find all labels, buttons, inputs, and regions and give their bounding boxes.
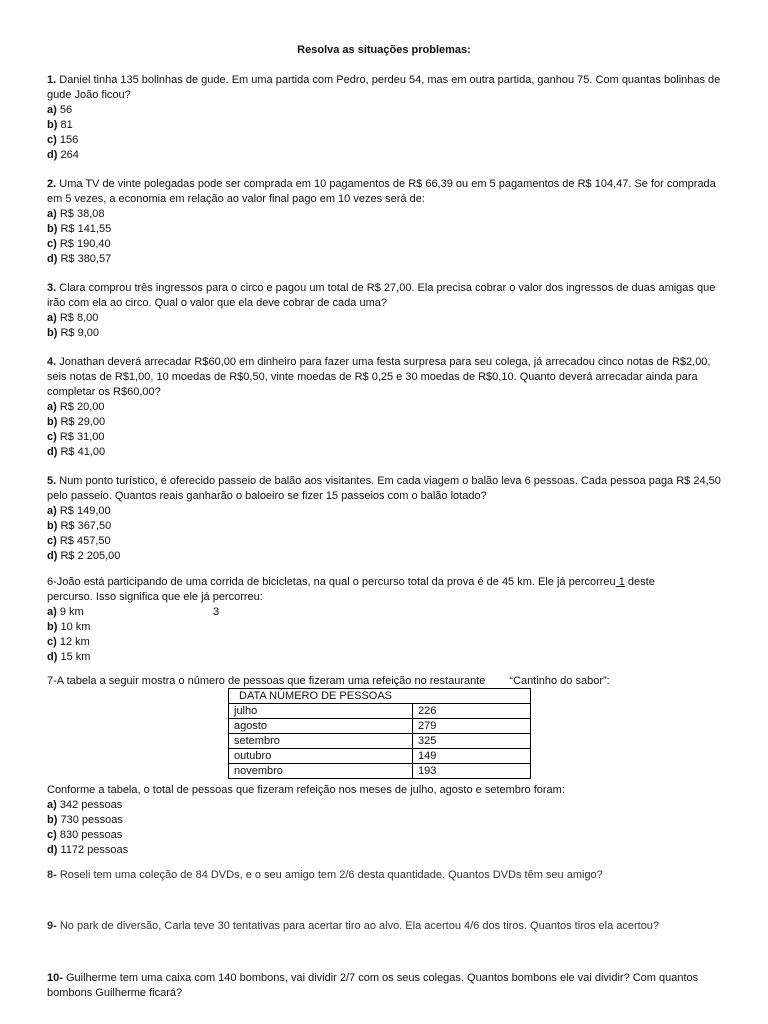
question-3-text: 3. Clara comprou três ingressos para o circo e pagou um total de R$ 27,00. Ela precisa cobrar o valor dos ingressos de duas amigas que irão com ela ao circo. Qual o valor que ela deve cobrar de cada uma?: [47, 282, 716, 309]
question-6-text-cont: percurso. Isso significa que ele já percorreu:: [47, 591, 263, 603]
table-header: DATA NÚMERO DE PESSOAS: [229, 689, 531, 704]
question-7-text-cont: Conforme a tabela, o total de pessoas que fizeram refeição nos meses de julho, agosto e setembro foram:: [47, 784, 565, 796]
table-row: outubro 149: [229, 749, 531, 764]
question-9: 9- No park de diversão, Carla teve 30 tentativas para acertar tiro ao alvo. Ela acertou 4/6 dos tiros. Quantos tiros ela acertou?: [47, 920, 660, 932]
table-row: agosto 279: [229, 719, 531, 734]
option-c: c) R$ 190,40: [47, 238, 111, 250]
option-d: d) R$ 41,00: [47, 446, 106, 458]
question-7-text: 7-A tabela a seguir mostra o número de pessoas que fizeram uma refeição no restaurante “Cantinho do sabor”:: [47, 675, 610, 687]
option-d: d) 264: [47, 149, 79, 161]
question-7-followup: [47, 783, 727, 858]
question-7: [47, 674, 747, 689]
option-d: d) R$ 2 205,00: [47, 550, 121, 562]
table-row: julho 226: [229, 704, 531, 719]
fraction-denominator: 3: [213, 606, 220, 618]
question-4-text: 4. Jonathan deverá arrecadar R$60,00 em dinheiro para fazer uma festa surpresa para seu colega, já arrecadou cinco notas de R$2,00, seis notas de R$1,00, 10 moedas de R$0,50, vinte moedas de R$ 0,25 e 30 moedas de R$0,10. Quanto deverá arrecadar ainda para completar os R$60,00?: [47, 356, 711, 398]
option-b: b) 730 pessoas: [47, 814, 123, 826]
question-1-text: 1. Daniel tinha 135 bolinhas de gude. Em uma partida com Pedro, perdeu 54, mas em outra partida, ganhou 75. Com quantas bolinhas de gude João ficou?: [47, 74, 721, 101]
question-8: 8- Roseli tem uma coleção de 84 DVDs, e o seu amigo tem 2/6 desta quantidade. Quantos DVDs têm seu amigo?: [47, 869, 603, 881]
option-a: a) R$ 149,00: [47, 505, 111, 517]
question-3: [47, 281, 727, 341]
table-header-row: [229, 689, 531, 704]
question-2-text: 2. Uma TV de vinte polegadas pode ser comprada em 10 pagamentos de R$ 66,39 ou em 5 pagamentos de R$ 104,47. Se for comprada em 5 vezes, a economia em relação ao valor final pago em 10 vezes será de:: [47, 178, 716, 205]
option-a: a) 56: [47, 104, 73, 116]
worksheet-title: Resolva as situações problemas:: [297, 44, 471, 56]
question-10: 10- Guilherme tem uma caixa com 140 bombons, vai dividir 2/7 com os seus colegas. Quantos bombons ele vai dividir? Com quantos bombons Guilherme ficará?: [47, 972, 699, 999]
option-b: b) 10 km: [47, 621, 91, 633]
table-row: setembro 325: [229, 734, 531, 749]
option-b: b) R$ 141,55: [47, 223, 112, 235]
question-1: [47, 73, 727, 163]
fraction-numerator: 1: [615, 576, 625, 588]
option-c: c) 830 pessoas: [47, 829, 123, 841]
option-a: a) R$ 38,08: [47, 208, 105, 220]
option-c: c) 12 km: [47, 636, 90, 648]
option-d: d) 1172 pessoas: [47, 844, 129, 856]
option-a: a) R$ 20,00: [47, 401, 105, 413]
table-row: novembro 193: [229, 764, 531, 779]
question-5-text: 5. Num ponto turístico, é oferecido passeio de balão aos visitantes. Em cada viagem o balão leva 6 pessoas. Cada pessoa paga R$ 24,50 pelo passeio. Quantos reais ganharão o baloeiro se fizer 15 passeios com o balão lotado?: [47, 475, 721, 502]
option-c: c) R$ 31,00: [47, 431, 105, 443]
option-d: d) R$ 380,57: [47, 253, 112, 265]
option-b: b) R$ 29,00: [47, 416, 106, 428]
question-5: [47, 474, 727, 564]
restaurant-table: [228, 688, 531, 779]
option-b: b) R$ 9,00: [47, 327, 99, 339]
option-c: c) 156: [47, 134, 79, 146]
option-b: b) 81: [47, 119, 73, 131]
option-a: a) 9 km 3: [47, 606, 220, 618]
option-d: d) 15 km: [47, 651, 91, 663]
option-c: c) R$ 457,50: [47, 535, 111, 547]
question-6-text: 6-João está participando de uma corrida de bicicletas, na qual o percurso total da prova é de 45 km. Ele já percorreu 1 deste: [47, 576, 655, 588]
question-2: [47, 177, 727, 267]
option-b: b) R$ 367,50: [47, 520, 112, 532]
option-a: a) 342 pessoas: [47, 799, 123, 811]
question-6: [47, 575, 727, 665]
question-4: [47, 355, 727, 460]
option-a: a) R$ 8,00: [47, 312, 99, 324]
